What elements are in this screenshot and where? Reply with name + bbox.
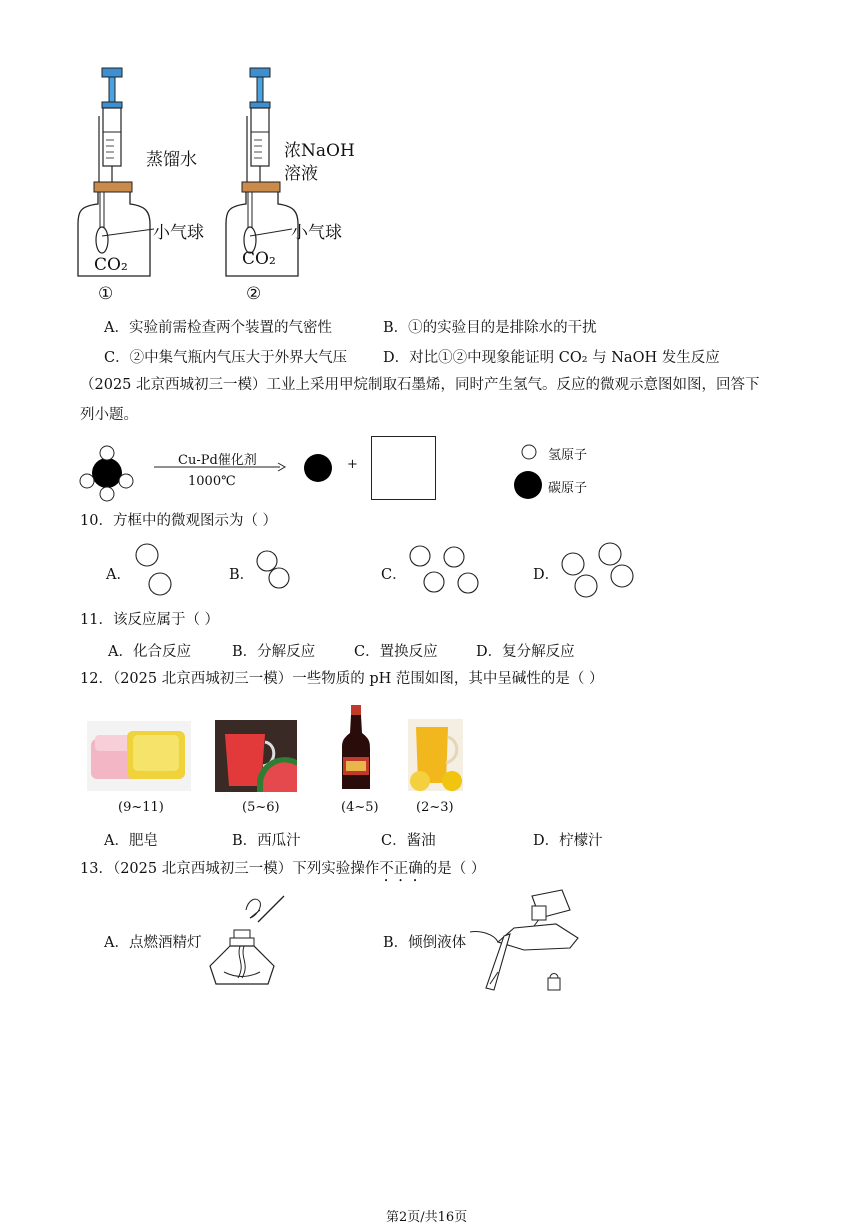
q10-option-a-diagram [130, 541, 180, 599]
soap-photo [87, 721, 191, 791]
q12-option-d: D．柠檬汁 [533, 833, 603, 849]
q13-stem [80, 859, 485, 885]
q9-option-d: D．对比①②中现象能证明 CO₂ 与 NaOH 发生反应 [383, 350, 720, 366]
q11-stem: 11．该反应属于（ ） [80, 612, 220, 628]
apparatus-2-balloon-label: 小气球 [291, 223, 342, 243]
q13-option-a: A．点燃酒精灯 [104, 935, 202, 951]
q9-option-b: B．①的实验目的是排除水的干扰 [383, 320, 597, 336]
apparatus-2-balloon-pointer [248, 226, 294, 240]
apparatus-2-number: ② [246, 284, 262, 304]
soy-sauce-photo [336, 703, 376, 793]
legend-hydrogen-symbol [520, 443, 538, 461]
methane-molecule [78, 443, 138, 503]
watermelon-juice-photo [215, 720, 297, 792]
q13-stem-after: 的是（ ） [422, 861, 486, 877]
q12-option-c: C．酱油 [381, 833, 436, 849]
ph-lemon: (2~3) [416, 800, 454, 815]
q13-stem-before: 13．（2025 北京西城初三一模）下列实验操作 [80, 861, 380, 877]
reaction-catalyst: Cu-Pd催化剂 [178, 453, 257, 468]
q10-option-b-diagram [254, 548, 296, 590]
q9-option-c: C．②中集气瓶内气压大于外界大气压 [104, 350, 348, 366]
apparatus-2-gas-label: CO₂ [242, 249, 276, 269]
legend-carbon-symbol [513, 470, 543, 500]
page-footer: 第2页/共16页 [386, 1210, 468, 1225]
q13-stem-emphasis: 不正确 [379, 861, 423, 877]
q11-option-d: D．复分解反应 [476, 644, 575, 660]
q13-option-b: B．倾倒液体 [383, 935, 467, 951]
q10-option-d-diagram [558, 542, 638, 600]
apparatus-1-number: ① [98, 284, 114, 304]
carbon-product [302, 452, 334, 484]
q10-option-d: D． [533, 567, 560, 583]
q11-option-a: A．化合反应 [108, 644, 191, 660]
apparatus-1-drawing [70, 62, 160, 282]
q10-option-c-diagram [406, 544, 482, 598]
q9-option-a: A．实验前需检查两个装置的气密性 [104, 320, 332, 336]
unknown-product-box [371, 436, 436, 500]
q10-stem: 10．方框中的微观图示为（ ） [80, 513, 278, 529]
legend-hydrogen-label: 氢原子 [548, 448, 588, 463]
lemon-juice-photo [408, 719, 463, 791]
reaction-plus: + [347, 457, 358, 472]
q12-option-b: B．西瓜汁 [232, 833, 301, 849]
q12-option-a: A．肥皂 [104, 833, 158, 849]
apparatus-2-liquid-label-1: 浓NaOH [284, 141, 355, 161]
apparatus-1-balloon-label: 小气球 [153, 223, 204, 243]
q12-stem: 12．（2025 北京西城初三一模）一些物质的 pH 范围如图，其中呈碱性的是（ ） [80, 671, 604, 687]
q10-option-b: B． [229, 567, 255, 583]
apparatus-1-gas-label: CO₂ [94, 255, 128, 275]
apparatus-1-liquid-label: 蒸馏水 [146, 150, 197, 170]
apparatus-1-balloon-pointer [100, 226, 156, 240]
ph-soy-sauce: (4~5) [341, 800, 379, 815]
intro-line-1: （2025 北京西城初三一模）工业上采用甲烷制取石墨烯，同时产生氢气。反应的微观示意图如图，回答下 [80, 377, 760, 393]
pouring-liquid-drawing [470, 886, 582, 994]
reaction-temperature: 1000℃ [188, 474, 236, 489]
intro-line-2: 列小题。 [80, 407, 138, 423]
q10-option-a: A． [106, 567, 131, 583]
q11-option-b: B．分解反应 [232, 644, 316, 660]
apparatus-2-liquid-label-2: 溶液 [284, 164, 318, 184]
reaction-arrow [154, 460, 286, 474]
alcohol-lamp-drawing [206, 892, 286, 988]
q11-option-c: C．置换反应 [354, 644, 438, 660]
legend-carbon-label: 碳原子 [548, 481, 588, 496]
ph-watermelon: (5~6) [242, 800, 280, 815]
ph-soap: (9~11) [118, 800, 164, 815]
q10-option-c: C． [381, 567, 407, 583]
